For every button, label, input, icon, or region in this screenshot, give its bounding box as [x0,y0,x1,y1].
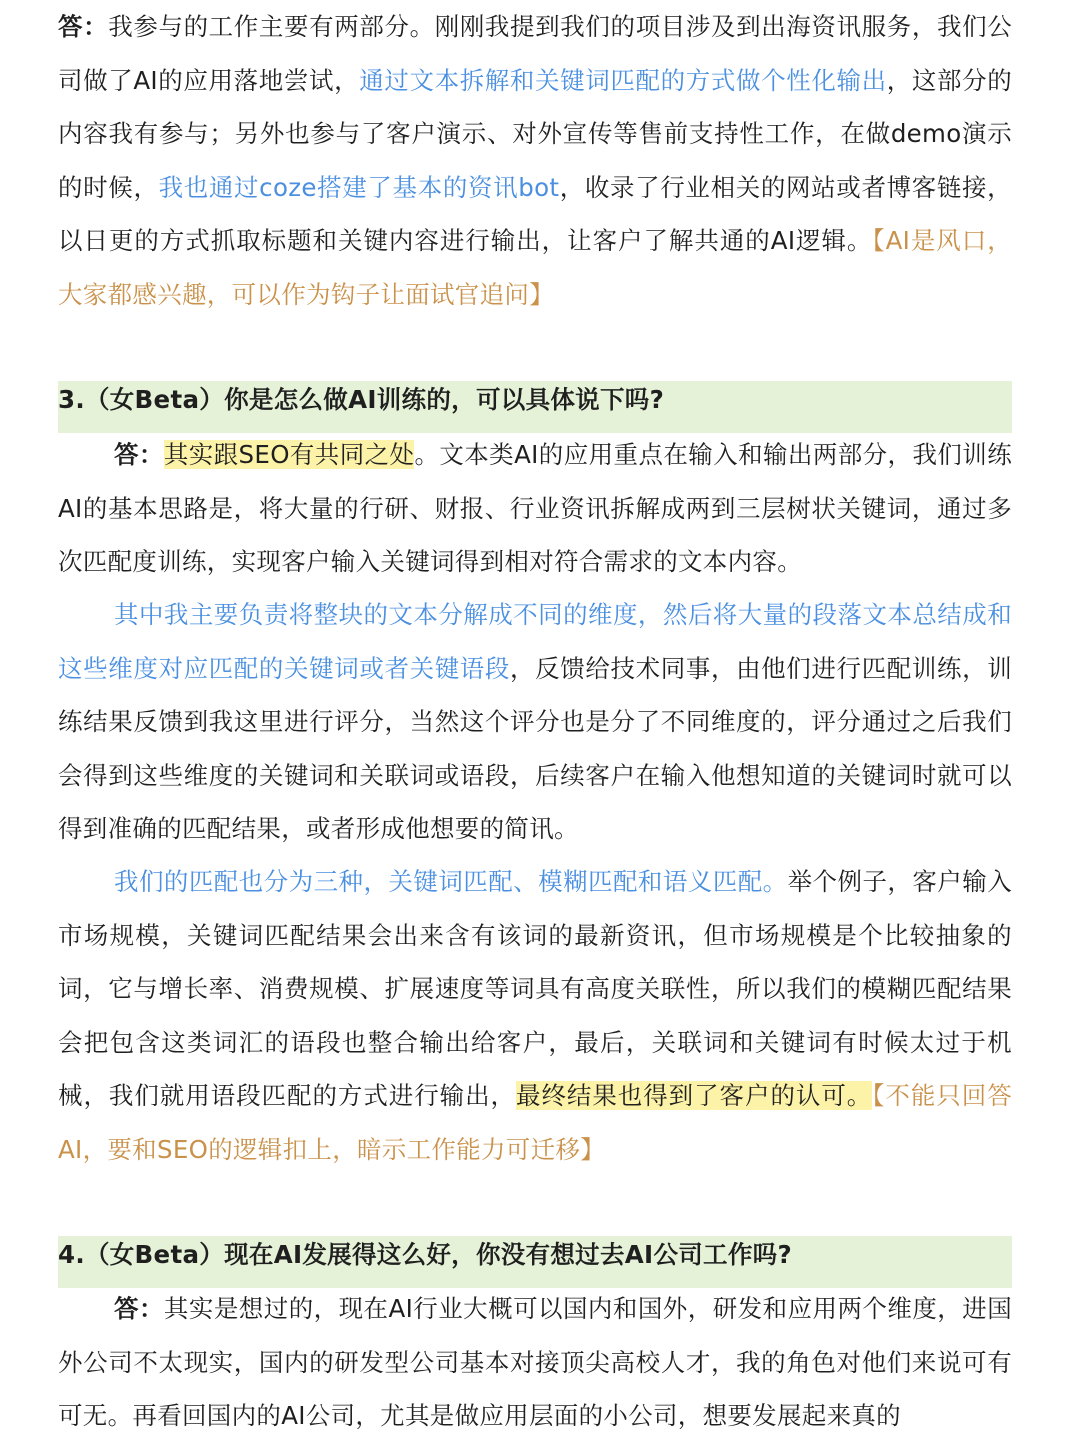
blue-emphasis: 我也通过coze搭建了基本的资讯bot [158,172,560,202]
answer-paragraph-3c [58,855,1012,1176]
answer-text: ，反馈给技术同事，由他们进行匹配训练，训练结果反馈到我这里进行评分，当然这个评分也是分了不同维度的，评分通过之后我们会得到这些维度的关键词和关联词或语段，后续客户在输入他想知道的关键词时就可以得到准确的匹配结果，或者形成他想要的简讯。 [58,653,1012,843]
question-heading-4: 4.（女Beta）现在AI发展得这么好，你没有想过去AI公司工作吗? [58,1236,1012,1288]
blue-emphasis: 通过文本拆解和关键词匹配的方式做个性化输出 [359,65,887,95]
answer-text: 。文本类AI的应用重点在输入和输出两部分，我们训练AI的基本思路是，将大量的行研、财报、行业资讯拆解成两到三层树状关键词，通过多次匹配度训练，实现客户输入关键词得到相对符合需求的文本内容。 [58,440,1012,576]
answer-paragraph-3a [58,428,1012,589]
highlighted-text: 最终结果也得到了客户的认可。 [516,1081,873,1110]
answer-text: ，收录了行业相关的网站或者博客链接，以日更的方式抓取标题和关键内容进行输出，让客户了解共通的AI逻辑。 [58,172,1012,255]
blue-emphasis: 我们的匹配也分为三种，关键词匹配、模糊匹配和语义匹配。 [114,867,788,896]
answer-text: ，这部分的内容我有参与；另外也参与了客户演示、对外宣传等售前支持性工作，在做demo演示的时候， [58,65,1012,202]
answer-paragraph-3b [58,588,1012,856]
answer-text: 其实是想过的，现在AI行业大概可以国内和国外，研发和应用两个维度，进国外公司不太现实，国内的研发型公司基本对接顶尖高校人才，我的角色对他们来说可有可无。再看回国内的AI公司，尤其是做应用层面的小公司，想要发展起来真的 [58,1294,1013,1430]
answer-label: 答： [114,440,164,469]
tip-note: 【不能只回答AI，要和SEO的逻辑扣上，暗示工作能力可迁移】 [58,1081,1012,1164]
answer-text: 我参与的工作主要有两部分。刚刚我提到我们的项目涉及到出海资讯服务，我们公司做了AI的应用落地尝试， [58,12,1012,95]
highlighted-text: 其实跟SEO有共同之处 [163,440,415,469]
answer-label: 答： [114,1294,164,1323]
answer-paragraph-4a [58,1282,1012,1443]
answer-label: 答： [58,12,109,41]
question-heading-3: 3.（女Beta）你是怎么做AI训练的，可以具体说下吗? [58,381,1012,433]
answer-text: 举个例子，客户输入市场规模，关键词匹配结果会出来含有该词的最新资讯，但市场规模是个比较抽象的词，它与增长率、消费规模、扩展速度等词具有高度关联性，所以我们的模糊匹配结果会把包含这类词汇的语段也整合输出给客户，最后，关联词和关键词有时候太过于机械，我们就用语段匹配的方式进行输出， [58,867,1012,1110]
blue-emphasis: 其中我主要负责将整块的文本分解成不同的维度，然后将大量的段落文本总结成和这些维度对应匹配的关键词或者关键语段 [58,600,1012,683]
answer-paragraph-2 [58,0,1012,321]
tip-note: 【AI是风口，大家都感兴趣，可以作为钩子让面试官追问】 [58,226,1012,309]
